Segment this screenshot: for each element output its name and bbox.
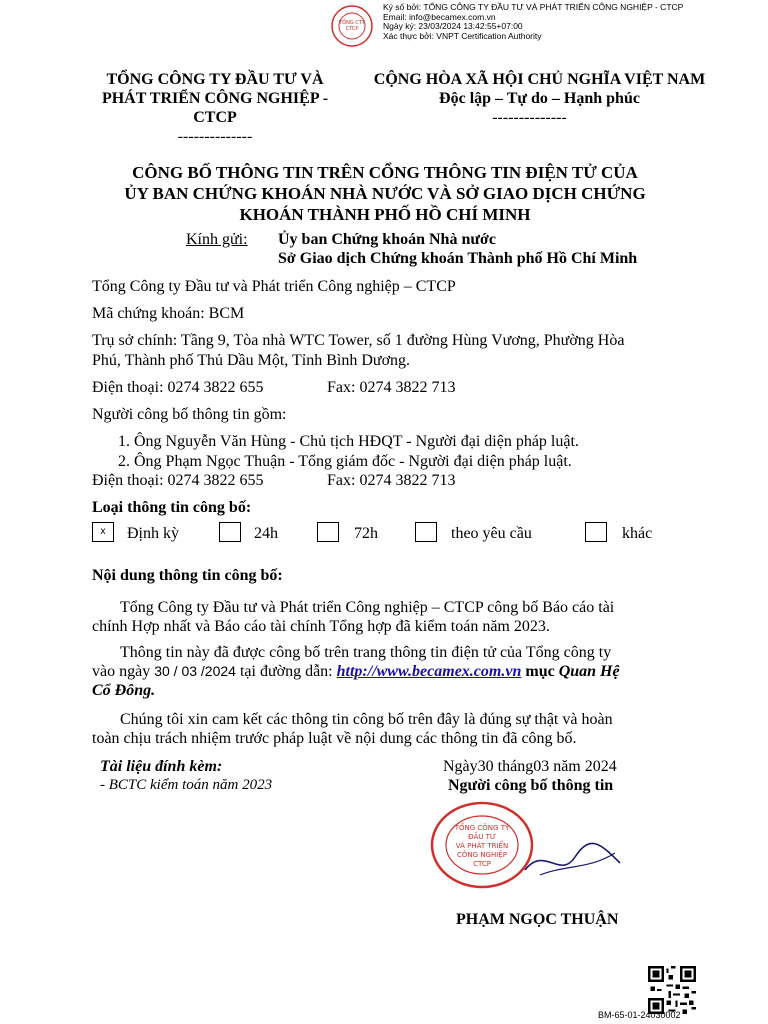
discloser-item-1: 1. Ông Nguyễn Văn Hùng - Chủ tịch HĐQT - Người đại diện pháp luật.: [118, 433, 579, 450]
content-p2-suffix-label: mục: [525, 663, 555, 680]
content-p3-line2: toàn chịu trách nhiệm trước pháp luật về nội dung các thông tin đã công bố.: [92, 730, 577, 747]
option-on-request-label: theo yêu cầu: [451, 525, 532, 542]
signature-signer: Ký số bởi: TỔNG CÔNG TY ĐẦU TƯ VÀ PHÁT TRIỂN CÔNG NGHIỆP - CTCP: [383, 2, 684, 12]
digital-signature-info: [383, 3, 683, 41]
attachment-item: - BCTC kiểm toán năm 2023: [100, 777, 273, 793]
discloser-phone: Điện thoại: 0274 3822 655: [92, 472, 264, 489]
signature-date: Ngày ký: 23/03/2024 13:42:55+07:00: [383, 21, 523, 31]
content-p2-mid: tại đường dẫn:: [239, 663, 333, 680]
header-company: [70, 70, 360, 146]
svg-text:TỔNG CÔNG TY: TỔNG CÔNG TY: [454, 824, 510, 832]
checkbox-72h[interactable]: [317, 522, 339, 542]
content-paragraph-1: [92, 598, 702, 636]
header-company-line3: CTCP: [193, 109, 237, 126]
content-paragraph-2: [92, 643, 712, 700]
header-left-rule: --------------: [177, 128, 253, 145]
signer-name: PHẠM NGỌC THUẬN: [456, 911, 619, 928]
header-nation: [352, 70, 727, 127]
content-p1-line2: chính Hợp nhất và Báo cáo tài chính Tổng hợp đã kiểm toán năm 2023.: [92, 618, 550, 635]
svg-text:CÔNG NGHIỆP: CÔNG NGHIỆP: [457, 851, 507, 859]
header-company-line2: PHÁT TRIỂN CÔNG NGHIỆP -: [101, 90, 329, 107]
info-type-label: Loại thông tin công bố:: [92, 499, 252, 516]
signer-role: Người công bố thông tin: [448, 777, 614, 794]
checkbox-24h[interactable]: [219, 522, 241, 542]
document-code: BM-65-01-24030002: [598, 1010, 681, 1020]
recipient-hose: Sở Giao dịch Chứng khoán Thành phố Hồ Chí Minh: [278, 250, 638, 267]
content-label: Nội dung thông tin công bố:: [92, 567, 283, 584]
svg-text:VÀ PHÁT TRIỂN: VÀ PHÁT TRIỂN: [455, 842, 509, 850]
header-company-line1: TỔNG CÔNG TY ĐẦU TƯ VÀ: [106, 71, 324, 88]
svg-text:ĐẦU TƯ: ĐẦU TƯ: [468, 833, 496, 841]
option-72h-label: 72h: [354, 525, 378, 542]
svg-text:CTCP: CTCP: [345, 26, 359, 32]
website-link[interactable]: http://www.becamex.com.vn: [336, 663, 522, 680]
signature-authority: Xác thực bởi: VNPT Certification Authority: [383, 30, 542, 41]
company-ticker: Mã chứng khoán: BCM: [92, 305, 245, 322]
signature-email: Email: info@becamex.com.vn: [383, 11, 496, 22]
content-p2-line3: Cổ Đông.: [92, 682, 156, 699]
checkbox-other[interactable]: [585, 522, 607, 542]
recipients-label: Kính gửi:: [186, 231, 248, 248]
content-paragraph-3: [92, 710, 712, 748]
option-24h-label: 24h: [254, 525, 278, 542]
disclosers-label: Người công bố thông tin gồm:: [92, 406, 287, 423]
content-p2-date: 30 / 03 /2024: [154, 663, 236, 679]
option-periodic-label: Định kỳ: [127, 525, 179, 542]
checkbox-periodic[interactable]: x: [92, 522, 114, 542]
nation-name: CỘNG HÒA XÃ HỘI CHỦ NGHĨA VIỆT NAM: [373, 71, 706, 88]
recipient-ssc: Ủy ban Chứng khoán Nhà nước: [278, 231, 496, 248]
checkbox-on-request[interactable]: [415, 522, 437, 542]
company-fax: Fax: 0274 3822 713: [327, 379, 456, 396]
option-other-label: khác: [622, 525, 653, 542]
company-address-line2: Phú, Thành phố Thủ Dầu Một, Tỉnh Bình Dương.: [92, 352, 411, 369]
content-p3-line1: Chúng tôi xin cam kết các thông tin công bố trên đây là đúng sự thật và hoàn: [120, 711, 613, 728]
digital-signature-stamp: [330, 4, 374, 48]
content-p2-line2: [92, 662, 712, 681]
company-name: Tổng Công ty Đầu tư và Phát triển Công nghiệp – CTCP: [92, 278, 456, 295]
signer-date: Ngày30 tháng03 năm 2024: [443, 758, 617, 775]
content-p2-prefix: vào ngày: [92, 663, 151, 680]
nation-motto: Độc lập – Tự do – Hạnh phúc: [439, 90, 640, 107]
discloser-item-2: 2. Ông Phạm Ngọc Thuận - Tổng giám đốc - Người đại diện pháp luật.: [118, 453, 572, 470]
attachments-label: Tài liệu đính kèm:: [100, 758, 223, 775]
content-p1-line1: Tổng Công ty Đầu tư và Phát triển Công nghiệp – CTCP công bố Báo cáo tài: [120, 599, 615, 616]
document-title: [60, 162, 710, 225]
company-address-line1: Trụ sở chính: Tầng 9, Tòa nhà WTC Tower, số 1 đường Hùng Vương, Phường Hòa: [92, 332, 625, 349]
title-line3: KHOÁN THÀNH PHỐ HỒ CHÍ MINH: [239, 205, 531, 224]
content-p2-suffix: Quan Hệ: [558, 663, 620, 680]
discloser-fax: Fax: 0274 3822 713: [327, 472, 456, 489]
handwritten-signature: [520, 835, 630, 885]
header-right-rule: --------------: [492, 109, 567, 126]
company-phone: Điện thoại: 0274 3822 655: [92, 379, 264, 396]
title-line2: ỦY BAN CHỨNG KHOÁN NHÀ NƯỚC VÀ SỞ GIAO DỊCH CHỨNG: [124, 184, 646, 203]
svg-text:CTCP: CTCP: [473, 860, 491, 868]
title-line1: CÔNG BỐ THÔNG TIN TRÊN CỔNG THÔNG TIN ĐIỆN TỬ CỦA: [132, 163, 638, 182]
svg-text:TỔNG CTY: TỔNG CTY: [339, 20, 365, 26]
content-p2-line1: Thông tin này đã được công bố trên trang thông tin điện tử của Tổng công ty: [120, 644, 612, 661]
